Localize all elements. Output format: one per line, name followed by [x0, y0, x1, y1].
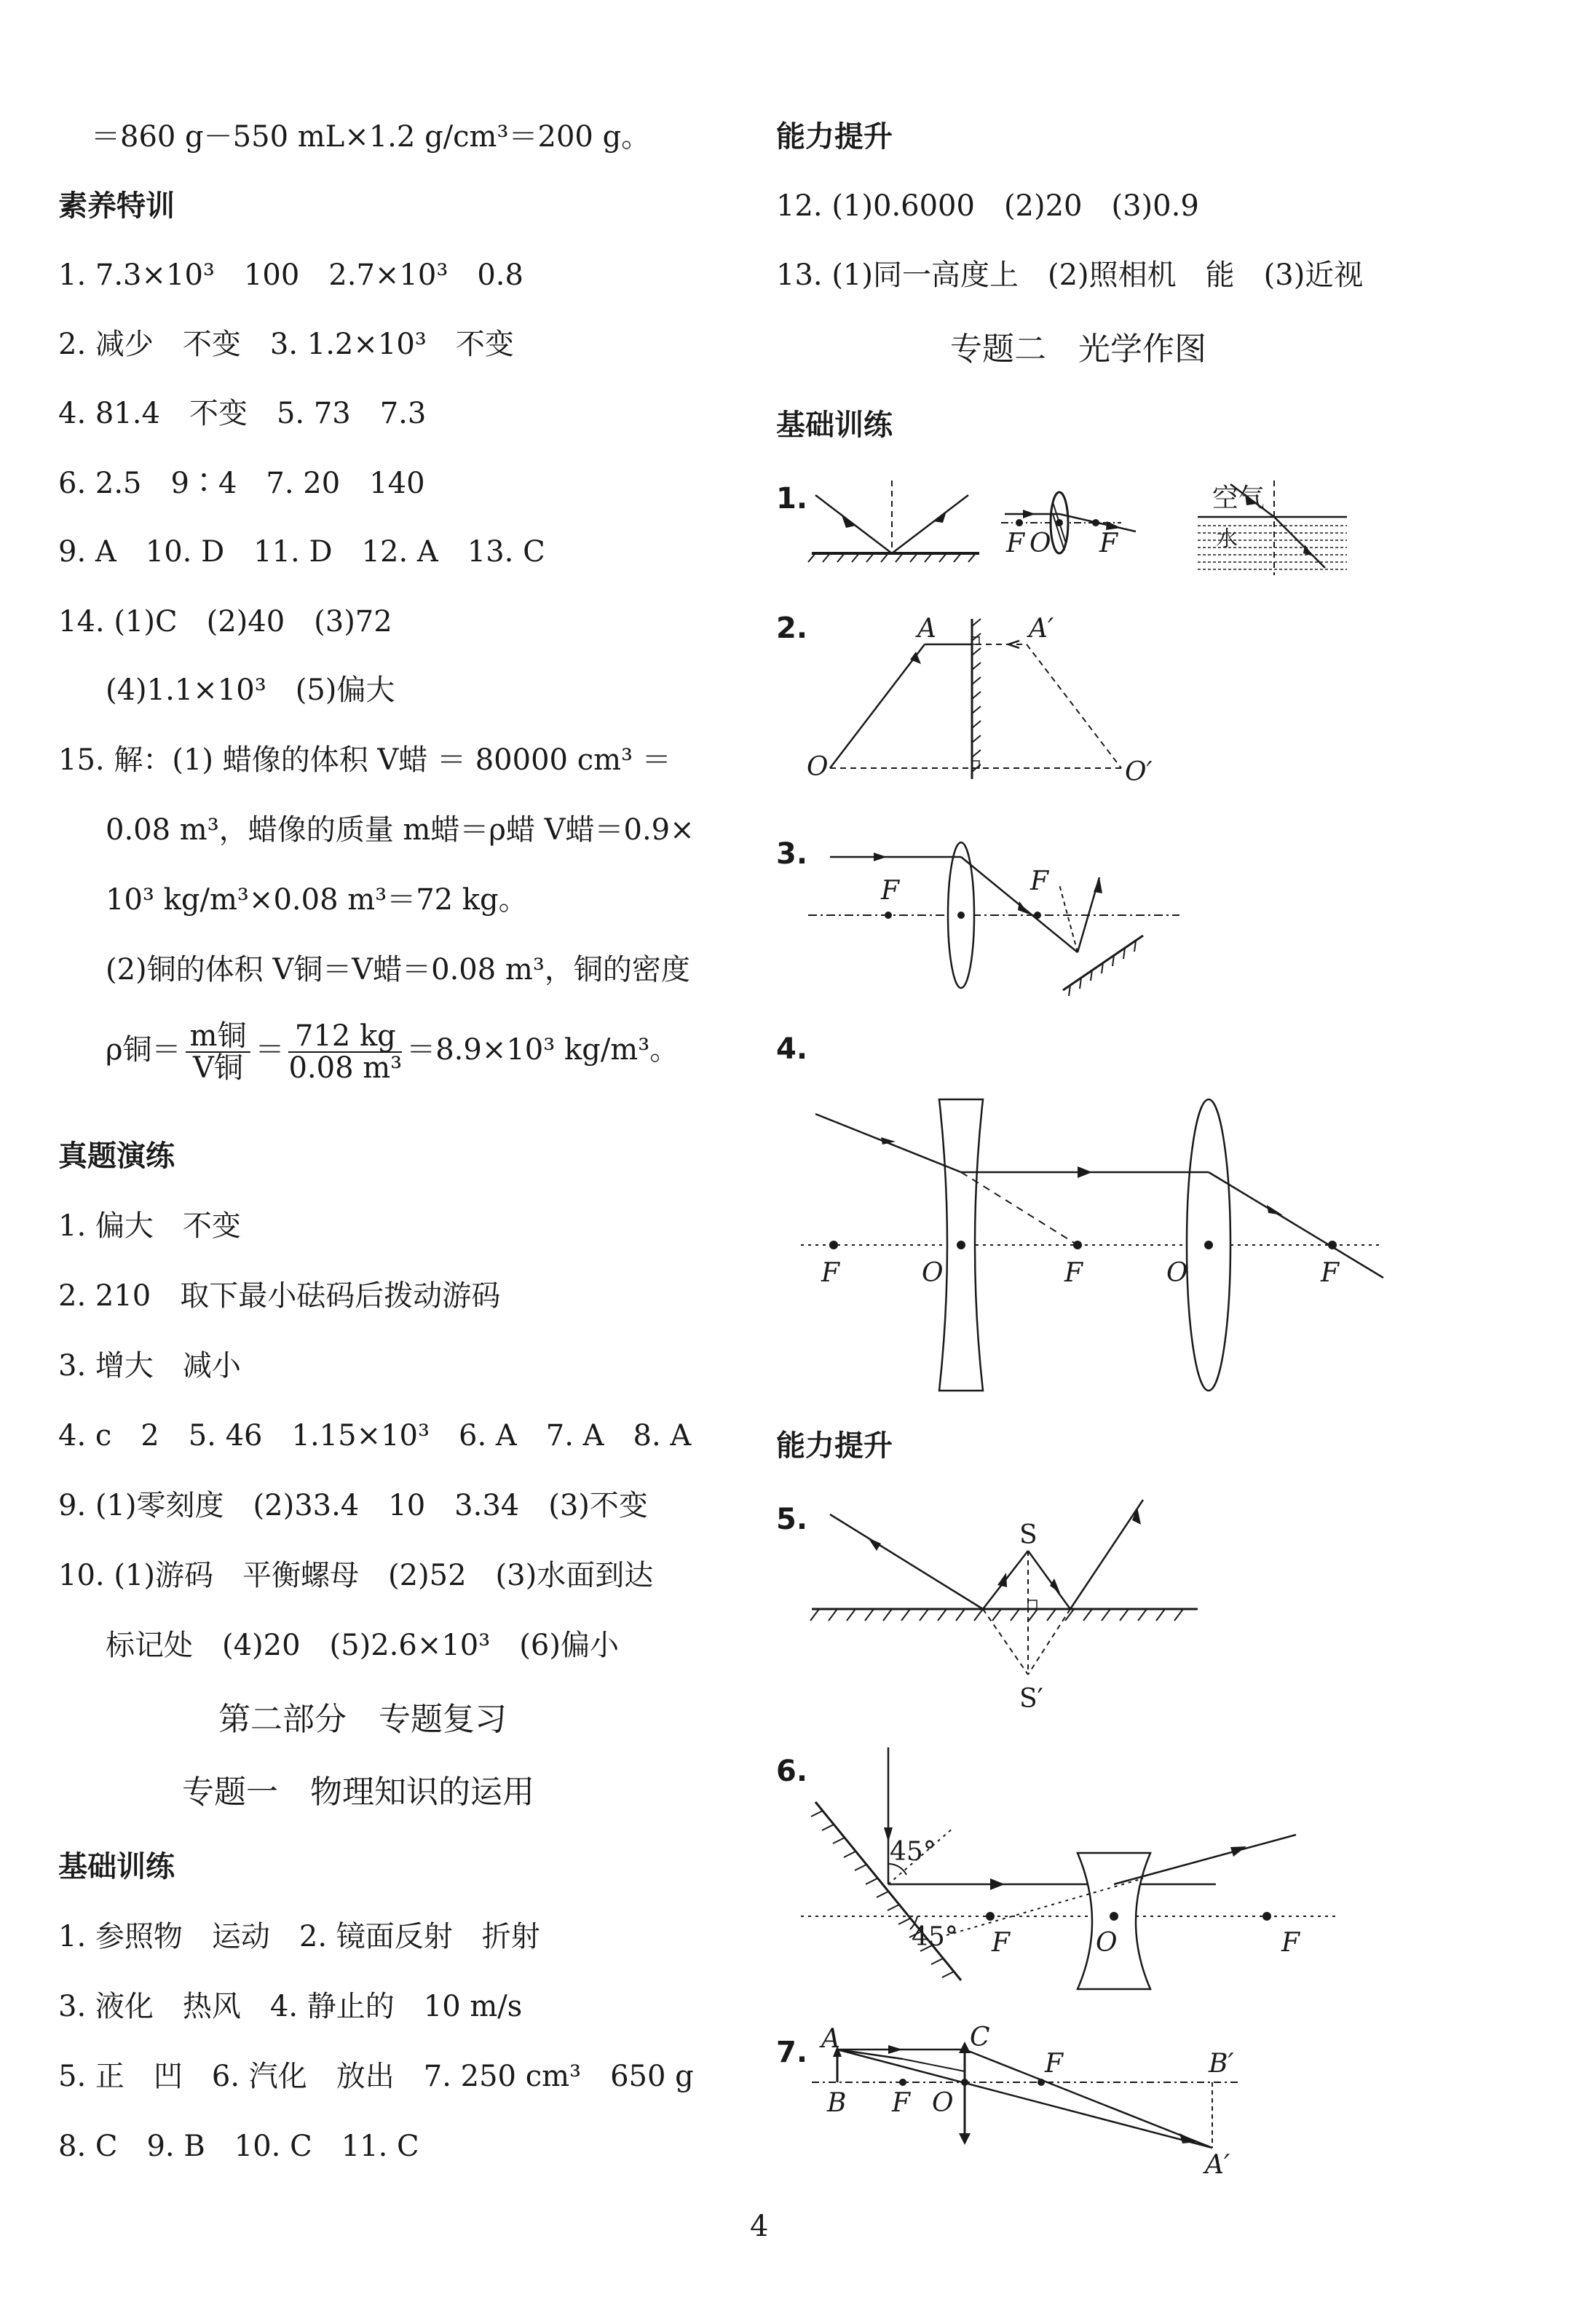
- heading-jichu: 基础训练: [776, 408, 893, 442]
- figure-number: 2.: [776, 612, 808, 645]
- fig7-label-O: O: [932, 2088, 954, 2118]
- answer-line: 8. C 9. B 10. C 11. C: [58, 2130, 419, 2163]
- fig6-angle-45: 45°: [890, 1837, 936, 1867]
- fig1-label-water: 水: [1216, 526, 1238, 552]
- page-number: 4: [750, 2210, 769, 2243]
- answer-line: 14. (1)C (2)40 (3)72: [58, 605, 392, 639]
- fig7-label-F: F: [1045, 2049, 1063, 2079]
- fig7-label-B: B: [827, 2088, 847, 2118]
- figure-7-convex-lens-image: [801, 2023, 1267, 2180]
- fig6-label-O: O: [1096, 1928, 1118, 1958]
- fig5-label-S: S: [1019, 1520, 1038, 1550]
- figure-6-mirror-concave-lens: [801, 1747, 1369, 1995]
- figure-number: 3.: [776, 837, 808, 871]
- fig2-label-A: A: [917, 614, 936, 644]
- denominator: 0.08 m³: [288, 1051, 403, 1085]
- figure-number: 1.: [776, 482, 808, 515]
- fig3-label-F: F: [1030, 866, 1048, 896]
- figure-2-plane-mirror: [801, 612, 1209, 786]
- fig7-label-A-prime: A′: [1205, 2150, 1230, 2180]
- figure-4-concave-convex-lens: [801, 1070, 1398, 1405]
- answer-line: 12. (1)0.6000 (2)20 (3)0.9: [776, 189, 1199, 223]
- fig3-label-F: F: [881, 876, 899, 906]
- fig1-label-F: F: [1099, 529, 1118, 558]
- answer-line: 4. c 2 5. 46 1.15×10³ 6. A 7. A 8. A: [58, 1419, 692, 1452]
- heading-suyang: 素养特训: [58, 189, 175, 223]
- heading-zhenti: 真题演练: [58, 1139, 175, 1173]
- answer-line: 1. 偏大 不变: [58, 1209, 241, 1243]
- answer-line: 9. (1)零刻度 (2)33.4 10 3.34 (3)不变: [58, 1489, 648, 1522]
- fig5-label-S-prime: S′: [1019, 1684, 1043, 1714]
- topic-title: 专题一 物理知识的运用: [182, 1774, 534, 1811]
- formula-lhs: ρ铜＝: [106, 1033, 181, 1067]
- fig1-label-O: O: [1029, 529, 1051, 558]
- fig4-label-F: F: [821, 1258, 839, 1288]
- fig2-label-A-prime: A′: [1029, 614, 1054, 644]
- fig2-label-O-prime: O′: [1125, 757, 1153, 787]
- answer-line: 3. 增大 减小: [58, 1349, 241, 1383]
- answer-line: 3. 液化 热风 4. 静止的 10 m/s: [58, 1990, 523, 2023]
- answer-line: 2. 减少 不变 3. 1.2×10³ 不变: [58, 328, 514, 361]
- figure-3-convex-lens-mirror: [801, 837, 1209, 997]
- answer-line: 1. 参照物 运动 2. 镜面反射 折射: [58, 1920, 540, 1953]
- solution-line: (2)铜的体积 V铜＝V蜡＝0.08 m³，铜的密度: [106, 953, 690, 987]
- fig1-label-F: F: [1006, 529, 1024, 558]
- answer-line: 13. (1)同一高度上 (2)照相机 能 (3)近视: [776, 258, 1364, 292]
- figure-number: 6.: [776, 1755, 808, 1788]
- figure-number: 4.: [776, 1032, 808, 1066]
- answer-line: 标记处 (4)20 (5)2.6×10³ (6)偏小: [106, 1629, 619, 1662]
- solution-line: 0.08 m³，蜡像的质量 m蜡＝ρ蜡 V蜡＝0.9×: [106, 813, 695, 847]
- part-title: 第二部分 专题复习: [218, 1701, 507, 1738]
- answer-line: 10. (1)游码 平衡螺母 (2)52 (3)水面到达: [58, 1559, 654, 1592]
- figure-5-point-source-mirror: [801, 1493, 1209, 1726]
- fig4-label-O: O: [1166, 1258, 1188, 1288]
- heading-nengli: 能力提升: [776, 1429, 893, 1463]
- heading-nengli: 能力提升: [776, 120, 893, 154]
- formula-result: ＝8.9×10³ kg/m³。: [406, 1033, 679, 1067]
- fig4-label-O: O: [922, 1258, 944, 1288]
- answer-line: 2. 210 取下最小砝码后拨动游码: [58, 1279, 501, 1313]
- answer-line: 6. 2.5 9∶4 7. 20 140: [58, 467, 425, 500]
- answer-line: 4. 81.4 不变 5. 73 7.3: [58, 397, 427, 430]
- answer-line: 9. A 10. D 11. D 12. A 13. C: [58, 535, 545, 569]
- fig6-label-F: F: [1281, 1928, 1300, 1958]
- topic-title: 专题二 光学作图: [950, 331, 1206, 368]
- fig2-label-O: O: [807, 752, 829, 782]
- fig6-label-F: F: [992, 1928, 1010, 1958]
- fig7-label-B-prime: B′: [1209, 2049, 1234, 2079]
- denominator: V铜: [193, 1051, 243, 1085]
- numerator: m铜: [186, 1021, 251, 1053]
- fig4-label-F: F: [1064, 1258, 1083, 1288]
- fig6-angle-45: 45°: [912, 1922, 958, 1952]
- fig7-label-F: F: [892, 2088, 910, 2118]
- continued-equation: ＝860 g－550 mL×1.2 g/cm³＝200 g。: [91, 120, 651, 154]
- fig7-label-A: A: [821, 2024, 840, 2054]
- numerator: 712 kg: [288, 1021, 402, 1053]
- fig4-label-F: F: [1321, 1258, 1339, 1288]
- figure-number: 7.: [776, 2036, 808, 2069]
- fraction-symbolic: [186, 1021, 251, 1083]
- density-formula: ρ铜＝ $\frac{\text{m铜}}{\text{V铜}}$ ＝ $\frac{712 kg}{\text{0.08 m³}}$ ＝8.9×10³ kg/m³。: [106, 1019, 679, 1085]
- fraction-numeric: [288, 1021, 402, 1083]
- solution-line: 15. 解：(1) 蜡像的体积 V蜡 ＝ 80000 cm³ ＝: [58, 743, 671, 777]
- figure-number: 5.: [776, 1503, 808, 1536]
- figure-1-reflection-lens-refraction: [801, 473, 1369, 582]
- answer-line: 5. 正 凹 6. 汽化 放出 7. 250 cm³ 650 g: [58, 2060, 694, 2093]
- fig1-label-air: 空气: [1212, 483, 1265, 513]
- fig7-label-C: C: [970, 2023, 990, 2052]
- solution-line: 10³ kg/m³×0.08 m³＝72 kg。: [106, 883, 528, 917]
- heading-jichu: 基础训练: [58, 1850, 175, 1884]
- answer-line: (4)1.1×10³ (5)偏大: [106, 673, 395, 707]
- answer-line: 1. 7.3×10³ 100 2.7×10³ 0.8: [58, 258, 523, 292]
